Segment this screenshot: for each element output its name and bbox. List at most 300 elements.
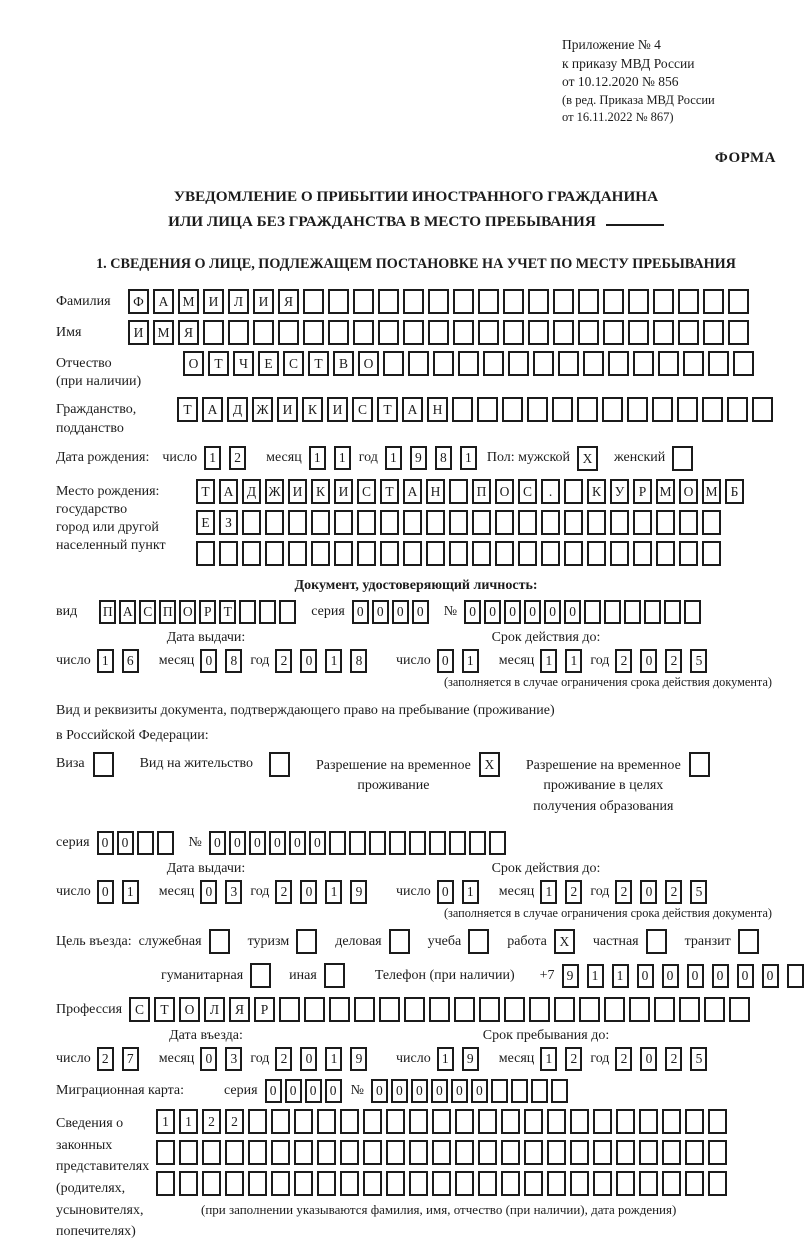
empty-char-cell[interactable] [265,541,284,566]
empty-char-cell[interactable] [531,1079,548,1103]
empty-char-cell[interactable] [403,541,422,566]
filled-char-cell[interactable]: 0 [371,1079,388,1103]
empty-char-cell[interactable] [616,1171,635,1196]
empty-char-cell[interactable] [677,397,698,422]
patronymic-cells[interactable] [183,351,758,376]
empty-char-cell[interactable] [271,1140,290,1165]
filled-char-cell[interactable]: П [99,600,116,624]
empty-char-cell[interactable] [656,510,675,535]
valid-day-cells[interactable] [437,649,487,673]
empty-char-cell[interactable] [433,351,454,376]
empty-char-cell[interactable] [708,1140,727,1165]
empty-char-cell[interactable] [587,541,606,566]
empty-char-cell[interactable] [477,397,498,422]
empty-char-cell[interactable] [455,1109,474,1134]
filled-char-cell[interactable]: И [288,479,307,504]
purpose-official-checkbox[interactable] [209,929,234,954]
filled-char-cell[interactable]: Я [278,289,299,314]
filled-char-cell[interactable]: И [203,289,224,314]
filled-char-cell[interactable]: Н [427,397,448,422]
filled-char-cell[interactable]: 8 [350,649,367,673]
filled-char-cell[interactable]: 0 [200,880,217,904]
empty-char-cell[interactable] [428,289,449,314]
filled-char-cell[interactable]: Ч [233,351,254,376]
empty-char-cell[interactable] [329,831,346,855]
empty-char-cell[interactable] [455,1140,474,1165]
filled-char-cell[interactable]: О [358,351,379,376]
filled-char-cell[interactable]: Т [219,600,236,624]
empty-char-cell[interactable] [380,541,399,566]
empty-char-cell[interactable] [579,997,600,1022]
empty-char-cell[interactable] [602,397,623,422]
filled-char-cell[interactable]: А [119,600,136,624]
filled-char-cell[interactable]: 0 [762,964,779,988]
filled-char-cell[interactable]: 0 [391,1079,408,1103]
issue-month-cells[interactable] [200,880,250,904]
empty-char-cell[interactable] [472,541,491,566]
filled-char-cell[interactable]: 9 [350,1047,367,1071]
filled-char-cell[interactable]: 0 [117,831,134,855]
filled-char-cell[interactable]: М [153,320,174,345]
filled-char-cell[interactable]: 0 [97,880,114,904]
empty-char-cell[interactable] [491,1079,508,1103]
empty-char-cell[interactable] [541,541,560,566]
empty-char-cell[interactable] [478,1140,497,1165]
filled-char-cell[interactable]: 1 [309,446,326,470]
filled-char-cell[interactable]: Я [229,997,250,1022]
filled-char-cell[interactable]: К [302,397,323,422]
empty-char-cell[interactable] [518,541,537,566]
empty-char-cell[interactable] [504,997,525,1022]
empty-char-cell[interactable] [449,831,466,855]
filled-char-cell[interactable]: X [554,929,575,954]
empty-char-cell[interactable] [271,1171,290,1196]
empty-char-cell[interactable] [511,1079,528,1103]
filled-char-cell[interactable]: 0 [200,649,217,673]
empty-char-cell[interactable] [472,510,491,535]
filled-char-cell[interactable]: У [610,479,629,504]
empty-char-cell[interactable] [558,351,579,376]
issue-day-cells[interactable] [97,880,147,904]
empty-char-cell[interactable] [403,510,422,535]
filled-char-cell[interactable]: В [333,351,354,376]
migration-number-cells[interactable] [371,1079,571,1103]
empty-char-cell[interactable] [529,997,550,1022]
filled-char-cell[interactable]: 0 [97,831,114,855]
filled-char-cell[interactable]: И [327,397,348,422]
entry-year-cells[interactable] [275,1047,375,1071]
empty-char-cell[interactable] [389,929,410,954]
filled-char-cell[interactable]: 6 [122,649,139,673]
citizenship-cells[interactable] [177,397,777,422]
filled-char-cell[interactable]: 0 [712,964,729,988]
filled-char-cell[interactable]: Я [178,320,199,345]
empty-char-cell[interactable] [271,1109,290,1134]
empty-char-cell[interactable] [248,1109,267,1134]
empty-char-cell[interactable] [386,1109,405,1134]
filled-char-cell[interactable]: 1 [204,446,221,470]
empty-char-cell[interactable] [639,1109,658,1134]
empty-char-cell[interactable] [156,1171,175,1196]
sex-male-checkbox[interactable] [577,446,602,471]
filled-char-cell[interactable]: 0 [269,831,286,855]
empty-char-cell[interactable] [524,1140,543,1165]
filled-char-cell[interactable]: 0 [289,831,306,855]
filled-char-cell[interactable]: М [656,479,675,504]
empty-char-cell[interactable] [678,320,699,345]
empty-char-cell[interactable] [679,510,698,535]
empty-char-cell[interactable] [303,320,324,345]
empty-char-cell[interactable] [386,1171,405,1196]
empty-char-cell[interactable] [340,1109,359,1134]
filled-char-cell[interactable]: 1 [565,649,582,673]
empty-char-cell[interactable] [225,1171,244,1196]
empty-char-cell[interactable] [137,831,154,855]
filled-char-cell[interactable]: А [219,479,238,504]
empty-char-cell[interactable] [547,1171,566,1196]
empty-char-cell[interactable] [478,289,499,314]
empty-char-cell[interactable] [317,1140,336,1165]
filled-char-cell[interactable]: Е [258,351,279,376]
filled-char-cell[interactable]: 0 [640,880,657,904]
filled-char-cell[interactable]: И [253,289,274,314]
empty-char-cell[interactable] [353,289,374,314]
empty-char-cell[interactable] [644,600,661,624]
filled-char-cell[interactable]: 0 [392,600,409,624]
profession-cells[interactable] [129,997,754,1022]
filled-char-cell[interactable]: М [178,289,199,314]
empty-char-cell[interactable] [349,831,366,855]
empty-char-cell[interactable] [304,997,325,1022]
filled-char-cell[interactable]: 0 [411,1079,428,1103]
empty-char-cell[interactable] [685,1140,704,1165]
filled-char-cell[interactable]: 0 [484,600,501,624]
filled-char-cell[interactable]: 0 [200,1047,217,1071]
empty-char-cell[interactable] [733,351,754,376]
filled-char-cell[interactable]: Л [204,997,225,1022]
filled-char-cell[interactable]: 2 [665,880,682,904]
empty-char-cell[interactable] [628,289,649,314]
empty-char-cell[interactable] [278,320,299,345]
birth-day-cells[interactable] [204,446,254,470]
filled-char-cell[interactable]: 2 [615,1047,632,1071]
valid-month-cells[interactable] [540,649,590,673]
empty-char-cell[interactable] [483,351,504,376]
empty-char-cell[interactable] [311,510,330,535]
stay-year-cells[interactable] [615,1047,715,1071]
empty-char-cell[interactable] [616,1109,635,1134]
filled-char-cell[interactable]: 1 [612,964,629,988]
empty-char-cell[interactable] [608,351,629,376]
residence-number-cells[interactable] [209,831,509,855]
filled-char-cell[interactable]: 0 [300,1047,317,1071]
empty-char-cell[interactable] [541,510,560,535]
filled-char-cell[interactable]: 2 [225,1109,244,1134]
empty-char-cell[interactable] [426,510,445,535]
empty-char-cell[interactable] [547,1109,566,1134]
empty-char-cell[interactable] [288,510,307,535]
filled-char-cell[interactable]: 0 [504,600,521,624]
empty-char-cell[interactable] [259,600,276,624]
filled-char-cell[interactable]: Т [377,397,398,422]
empty-char-cell[interactable] [253,320,274,345]
birth-place-row1-cells[interactable] [196,479,748,504]
empty-char-cell[interactable] [432,1171,451,1196]
empty-char-cell[interactable] [454,997,475,1022]
empty-char-cell[interactable] [288,541,307,566]
filled-char-cell[interactable]: Н [426,479,445,504]
empty-char-cell[interactable] [508,351,529,376]
surname-cells[interactable] [128,289,753,314]
migration-series-cells[interactable] [265,1079,345,1103]
empty-char-cell[interactable] [453,320,474,345]
filled-char-cell[interactable]: О [179,997,200,1022]
filled-char-cell[interactable]: М [702,479,721,504]
empty-char-cell[interactable] [570,1109,589,1134]
empty-char-cell[interactable] [386,1140,405,1165]
filled-char-cell[interactable]: 0 [637,964,654,988]
filled-char-cell[interactable]: 1 [587,964,604,988]
filled-char-cell[interactable]: 0 [209,831,226,855]
filled-char-cell[interactable]: А [402,397,423,422]
filled-char-cell[interactable]: 0 [437,649,454,673]
empty-char-cell[interactable] [584,600,601,624]
empty-char-cell[interactable] [528,289,549,314]
filled-char-cell[interactable]: Ж [252,397,273,422]
doc-series-cells[interactable] [352,600,432,624]
filled-char-cell[interactable]: 0 [431,1079,448,1103]
empty-char-cell[interactable] [228,320,249,345]
empty-char-cell[interactable] [324,963,345,988]
empty-char-cell[interactable] [294,1140,313,1165]
filled-char-cell[interactable]: Д [242,479,261,504]
empty-char-cell[interactable] [593,1171,612,1196]
valid-month-cells[interactable] [540,880,590,904]
empty-char-cell[interactable] [501,1171,520,1196]
filled-char-cell[interactable]: Д [227,397,248,422]
representatives-row2-cells[interactable] [156,1140,731,1165]
empty-char-cell[interactable] [389,831,406,855]
filled-char-cell[interactable]: . [541,479,560,504]
filled-char-cell[interactable]: 0 [229,831,246,855]
empty-char-cell[interactable] [202,1140,221,1165]
empty-char-cell[interactable] [610,541,629,566]
filled-char-cell[interactable]: И [128,320,149,345]
empty-char-cell[interactable] [502,397,523,422]
filled-char-cell[interactable]: 9 [410,446,427,470]
filled-char-cell[interactable]: С [352,397,373,422]
empty-char-cell[interactable] [704,997,725,1022]
empty-char-cell[interactable] [458,351,479,376]
empty-char-cell[interactable] [553,320,574,345]
issue-day-cells[interactable] [97,649,147,673]
empty-char-cell[interactable] [242,541,261,566]
empty-char-cell[interactable] [624,600,641,624]
filled-char-cell[interactable]: Р [199,600,216,624]
empty-char-cell[interactable] [683,351,704,376]
filled-char-cell[interactable]: О [179,600,196,624]
filled-char-cell[interactable]: 1 [325,880,342,904]
empty-char-cell[interactable] [685,1109,704,1134]
empty-char-cell[interactable] [577,397,598,422]
empty-char-cell[interactable] [378,289,399,314]
empty-char-cell[interactable] [489,831,506,855]
empty-char-cell[interactable] [93,752,114,777]
valid-year-cells[interactable] [615,880,715,904]
filled-char-cell[interactable]: 0 [524,600,541,624]
purpose-work-checkbox[interactable] [554,929,579,954]
empty-char-cell[interactable] [554,997,575,1022]
filled-char-cell[interactable]: 0 [300,649,317,673]
empty-char-cell[interactable] [633,541,652,566]
empty-char-cell[interactable] [627,397,648,422]
filled-char-cell[interactable]: Б [725,479,744,504]
empty-char-cell[interactable] [378,320,399,345]
filled-char-cell[interactable]: 9 [350,880,367,904]
filled-char-cell[interactable]: К [587,479,606,504]
representatives-row3-cells[interactable] [156,1171,731,1196]
empty-char-cell[interactable] [708,351,729,376]
empty-char-cell[interactable] [533,351,554,376]
filled-char-cell[interactable]: О [495,479,514,504]
empty-char-cell[interactable] [379,997,400,1022]
filled-char-cell[interactable]: 0 [249,831,266,855]
filled-char-cell[interactable]: Л [228,289,249,314]
empty-char-cell[interactable] [604,997,625,1022]
empty-char-cell[interactable] [203,320,224,345]
empty-char-cell[interactable] [527,397,548,422]
empty-char-cell[interactable] [196,541,215,566]
filled-char-cell[interactable]: 7 [122,1047,139,1071]
empty-char-cell[interactable] [403,289,424,314]
empty-char-cell[interactable] [610,510,629,535]
empty-char-cell[interactable] [294,1109,313,1134]
filled-char-cell[interactable]: 2 [275,649,292,673]
filled-char-cell[interactable]: Т [208,351,229,376]
empty-char-cell[interactable] [604,600,621,624]
filled-char-cell[interactable]: П [159,600,176,624]
valid-day-cells[interactable] [437,880,487,904]
filled-char-cell[interactable]: 0 [640,1047,657,1071]
filled-char-cell[interactable]: 3 [225,1047,242,1071]
empty-char-cell[interactable] [728,320,749,345]
empty-char-cell[interactable] [552,397,573,422]
empty-char-cell[interactable] [340,1140,359,1165]
empty-char-cell[interactable] [329,997,350,1022]
filled-char-cell[interactable]: Т [380,479,399,504]
empty-char-cell[interactable] [678,289,699,314]
empty-char-cell[interactable] [239,600,256,624]
filled-char-cell[interactable]: 0 [451,1079,468,1103]
empty-char-cell[interactable] [503,289,524,314]
empty-char-cell[interactable] [157,831,174,855]
empty-char-cell[interactable] [653,320,674,345]
empty-char-cell[interactable] [708,1109,727,1134]
filled-char-cell[interactable]: О [183,351,204,376]
empty-char-cell[interactable] [478,1109,497,1134]
issue-year-cells[interactable] [275,649,375,673]
empty-char-cell[interactable] [354,997,375,1022]
empty-char-cell[interactable] [729,997,750,1022]
filled-char-cell[interactable]: 1 [97,649,114,673]
empty-char-cell[interactable] [363,1171,382,1196]
empty-char-cell[interactable] [633,510,652,535]
filled-char-cell[interactable]: К [311,479,330,504]
empty-char-cell[interactable] [501,1140,520,1165]
empty-char-cell[interactable] [296,929,317,954]
filled-char-cell[interactable]: 1 [325,1047,342,1071]
empty-char-cell[interactable] [452,397,473,422]
empty-char-cell[interactable] [684,600,701,624]
empty-char-cell[interactable] [408,351,429,376]
empty-char-cell[interactable] [708,1171,727,1196]
empty-char-cell[interactable] [728,289,749,314]
filled-char-cell[interactable]: 0 [437,880,454,904]
entry-day-cells[interactable] [97,1047,147,1071]
empty-char-cell[interactable] [501,1109,520,1134]
filled-char-cell[interactable]: 2 [202,1109,221,1134]
empty-char-cell[interactable] [455,1171,474,1196]
empty-char-cell[interactable] [426,541,445,566]
empty-char-cell[interactable] [564,479,583,504]
filled-char-cell[interactable]: 1 [462,880,479,904]
residence-permit-checkbox[interactable] [269,752,294,777]
empty-char-cell[interactable] [294,1171,313,1196]
valid-year-cells[interactable] [615,649,715,673]
entry-month-cells[interactable] [200,1047,250,1071]
empty-char-cell[interactable] [279,997,300,1022]
empty-char-cell[interactable] [328,320,349,345]
filled-char-cell[interactable]: Т [308,351,329,376]
filled-char-cell[interactable]: X [577,446,598,471]
filled-char-cell[interactable]: 1 [540,1047,557,1071]
empty-char-cell[interactable] [202,1171,221,1196]
filled-char-cell[interactable]: О [679,479,698,504]
filled-char-cell[interactable]: 1 [540,649,557,673]
filled-char-cell[interactable]: С [129,997,150,1022]
empty-char-cell[interactable] [524,1171,543,1196]
empty-char-cell[interactable] [383,351,404,376]
filled-char-cell[interactable]: З [219,510,238,535]
filled-char-cell[interactable]: 0 [471,1079,488,1103]
empty-char-cell[interactable] [279,600,296,624]
filled-char-cell[interactable]: Т [154,997,175,1022]
empty-char-cell[interactable] [317,1171,336,1196]
empty-char-cell[interactable] [219,541,238,566]
empty-char-cell[interactable] [265,510,284,535]
empty-char-cell[interactable] [662,1171,681,1196]
purpose-study-checkbox[interactable] [468,929,493,954]
empty-char-cell[interactable] [616,1140,635,1165]
empty-char-cell[interactable] [656,541,675,566]
filled-char-cell[interactable]: 0 [352,600,369,624]
filled-char-cell[interactable]: С [357,479,376,504]
doc-kind-cells[interactable] [99,600,299,624]
filled-char-cell[interactable]: 1 [325,649,342,673]
filled-char-cell[interactable]: 0 [412,600,429,624]
empty-char-cell[interactable] [629,997,650,1022]
empty-char-cell[interactable] [334,510,353,535]
empty-char-cell[interactable] [679,541,698,566]
empty-char-cell[interactable] [409,831,426,855]
filled-char-cell[interactable]: Т [196,479,215,504]
purpose-private-checkbox[interactable] [646,929,671,954]
filled-char-cell[interactable]: С [139,600,156,624]
temp-permit-checkbox[interactable] [479,752,504,777]
empty-char-cell[interactable] [248,1140,267,1165]
empty-char-cell[interactable] [528,320,549,345]
empty-char-cell[interactable] [551,1079,568,1103]
